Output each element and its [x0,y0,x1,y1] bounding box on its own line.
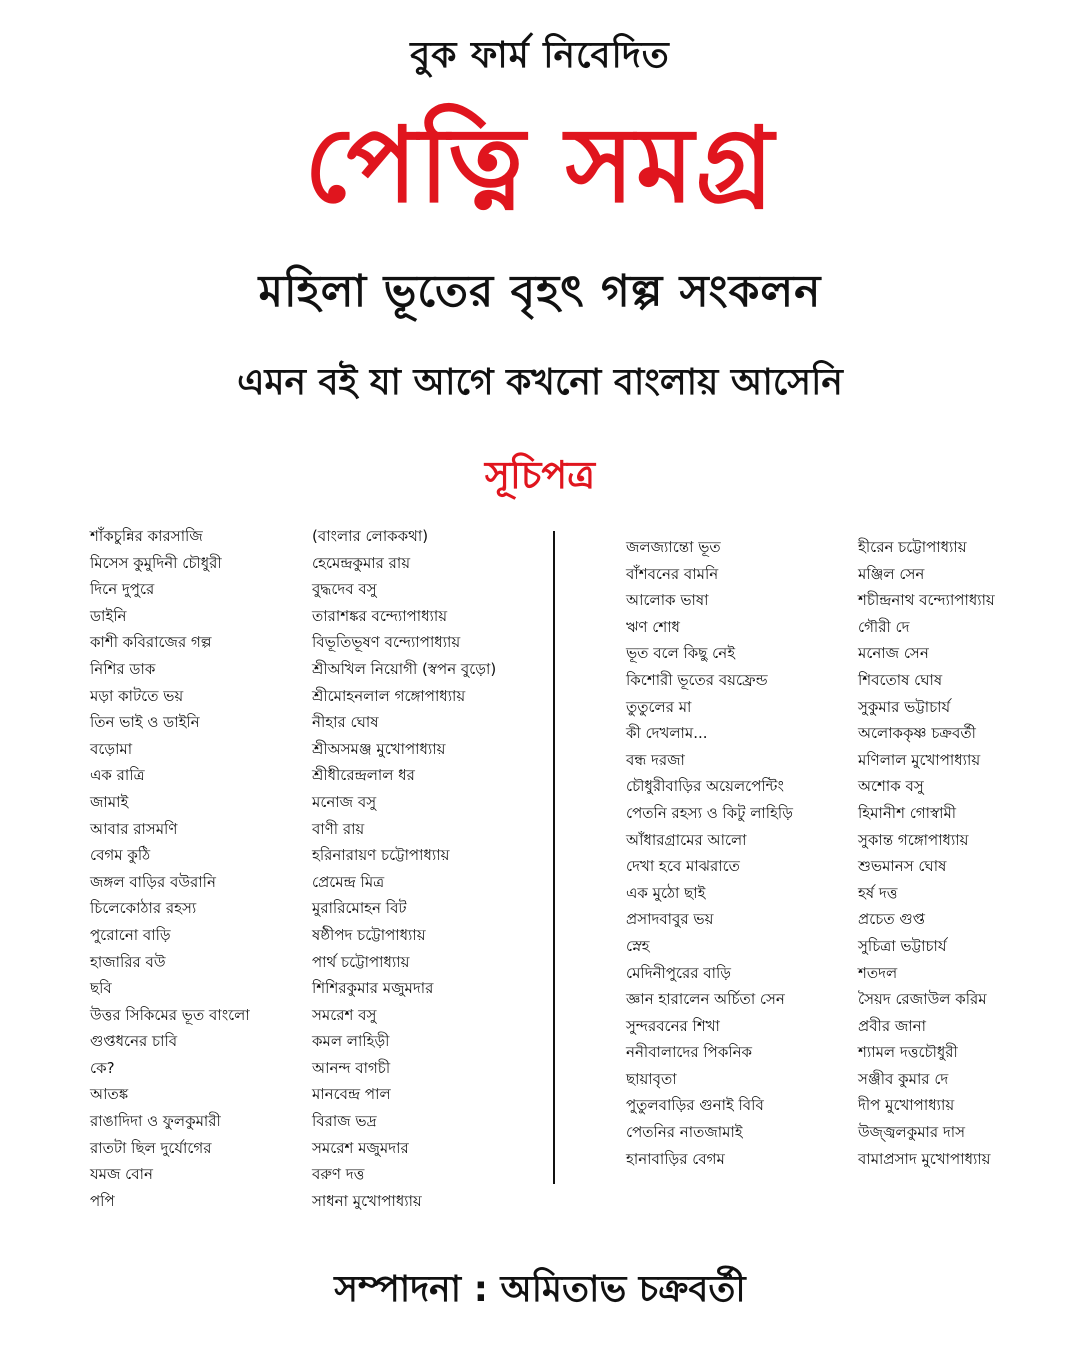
story-author: বুদ্ধদেব বসু [312,580,377,599]
story-title: ডাইনি [90,606,127,625]
story-title: পুরোনো বাড়ি [90,925,171,944]
story-author: মনোজ বসু [312,792,377,811]
book-title: পেত্নি সমগ্র [304,104,776,226]
story-title: ভূত বলে কিছু নেই [626,644,736,663]
story-title: আতঙ্ক [90,1085,129,1104]
story-title: ছবি [90,979,112,998]
story-title: এক মুঠো ছাই [626,883,706,902]
toc-left-authors [312,523,496,1214]
story-title: যমজ বোন [90,1165,153,1184]
story-author: শ্রীধীরেন্দ্রলাল ধর [312,766,415,785]
story-author: মুরারিমোহন বিট [312,899,407,918]
toc-right-authors [858,534,995,1172]
book-subtitle: মহিলা ভূতের বৃহৎ গল্প সংকলন [258,266,822,317]
story-title: হানাবাড়ির বেগম [626,1149,725,1168]
story-title: নিশির ডাক [90,659,156,678]
story-author: বিভূতিভূষণ বন্দ্যোপাধ্যায় [312,633,461,652]
story-author: শচীন্দ্রনাথ বন্দ্যোপাধ্যায় [858,591,995,610]
story-author: সুচিত্রা ভট্টাচার্য [858,936,947,955]
story-title: হাজারির বউ [90,952,166,971]
story-title: মিসেস কুমুদিনী চৌধুরী [90,553,222,572]
story-author: মঞ্জিল সেন [858,564,925,583]
story-title: স্নেহ [626,936,650,955]
story-author: সমরেশ মজুমদার [312,1138,409,1157]
toc-right-titles [626,534,793,1172]
story-title: ছায়াবৃতা [626,1069,677,1088]
story-author: হিমানীশ গোস্বামী [858,803,957,822]
tagline: এমন বই যা আগে কখনো বাংলায় আসেনি [237,362,843,403]
story-author: অশোক বসু [858,777,924,796]
story-title: বাঁশবনের বামনি [626,564,719,583]
story-author: দীপ মুখোপাধ্যায় [858,1096,955,1115]
story-title: জামাই [90,792,129,811]
story-author: বিরাজ ভদ্র [312,1112,377,1131]
story-author: বাণী রায় [312,819,365,838]
story-title: আবার রাসমণি [90,819,178,838]
story-title: কে? [90,1058,115,1077]
story-author: ষষ্ঠীপদ চট্টোপাধ্যায় [312,925,426,944]
editor-line: সম্পাদনা : অমিতাভ চক্রবর্তী [334,1269,746,1310]
story-title: বেগম কুঠি [90,846,151,865]
story-author: সুকুমার ভট্টাচার্য [858,697,951,716]
story-title: ননীবালাদের পিকনিক [626,1043,753,1062]
story-author: কমল লাহিড়ী [312,1032,390,1051]
story-title: সুন্দরবনের শিখা [626,1016,720,1035]
story-author: আনন্দ বাগচী [312,1058,391,1077]
story-title: এক রাত্রি [90,766,145,785]
story-title: জঙ্গল বাড়ির বউরানি [90,872,216,891]
story-title: উত্তর সিকিমের ভূত বাংলো [90,1005,250,1024]
story-title: প্রসাদবাবুর ভয় [626,910,714,929]
story-title: পেতনির নাতজামাই [626,1123,743,1142]
story-author: হীরেন চট্টোপাধ্যায় [858,538,967,556]
story-title: কী দেখলাম... [626,724,708,743]
story-author: উজ্জ্বলকুমার দাস [858,1123,966,1142]
story-title: মড়া কাটতে ভয় [90,686,184,705]
story-title: আঁধারগ্রামের আলো [626,830,747,849]
story-author: সৈয়দ রেজাউল করিম [858,990,987,1009]
story-title: দিনে দুপুরে [90,580,155,599]
story-author: তারাশঙ্কর বন্দ্যোপাধ্যায় [312,606,448,625]
story-author: প্রবীর জানা [858,1016,926,1035]
story-author: নীহার ঘোষ [312,713,379,732]
story-author: শ্রীমোহনলাল গঙ্গোপাধ্যায় [312,686,466,705]
story-author: মানবেন্দ্র পাল [312,1085,391,1104]
story-author: শতদল [858,963,898,982]
story-title: জ্ঞান হারালেন অর্চিতা সেন [626,990,785,1009]
story-author: সুকান্ত গঙ্গোপাধ্যায় [858,830,969,849]
story-title: চৌধুরীবাড়ির অয়েলপেন্টিং [626,777,784,796]
story-title: রাতটা ছিল দুর্যোগের [90,1138,212,1157]
story-title: মেদিনীপুরের বাড়ি [626,963,732,982]
story-title: শাঁকচুন্নির কারসাজি [90,527,203,545]
story-author: হর্ষ দত্ত [858,883,898,902]
story-author: হরিনারায়ণ চট্টোপাধ্যায় [312,846,450,865]
story-author: সমরেশ বসু [312,1005,377,1024]
story-title: পুতুলবাড়ির গুনাই বিবি [626,1096,764,1115]
story-author: শিশিরকুমার মজুমদার [312,979,434,998]
toc-left-titles [90,523,250,1214]
story-author: শুভমানস ঘোষ [858,857,947,876]
story-author: অলোককৃষ্ণ চক্রবর্তী [858,724,976,743]
story-author: সাধনা মুখোপাধ্যায় [312,1191,422,1210]
story-title: পপি [90,1191,115,1210]
story-author: শ্রীঅসমঞ্জ মুখোপাধ্যায় [312,739,446,758]
story-title: কাশী কবিরাজের গল্প [90,633,212,652]
story-author: সঞ্জীব কুমার দে [858,1069,949,1088]
story-author: গৌরী দে [858,617,910,636]
publisher-line: বুক ফার্ম নিবেদিত [410,35,670,76]
story-title: ঋণ শোধ [626,617,680,636]
story-title: জলজ্যান্তো ভূত [626,538,721,556]
story-title: গুপ্তধনের চাবি [90,1032,178,1051]
toc-heading: সূচিপত্র [484,453,596,497]
story-title: বড়োমা [90,739,133,758]
column-divider [553,531,555,1184]
story-author: প্রচেত গুপ্ত [858,910,925,929]
story-author: পার্থ চট্টোপাধ্যায় [312,952,410,971]
story-author: মণিলাল মুখোপাধ্যায় [858,750,981,769]
story-author: প্রেমেন্দ্র মিত্র [312,872,385,891]
story-author: বামাপ্রসাদ মুখোপাধ্যায় [858,1149,991,1168]
story-title: পেতনি রহস্য ও কিটু লাহিড়ি [626,803,793,822]
story-title: রাঙাদিদা ও ফুলকুমারী [90,1112,221,1131]
story-author: হেমেন্দ্রকুমার রায় [312,553,411,572]
story-title: চিলেকোঠার রহস্য [90,899,197,918]
story-author: (বাংলার লোককথা) [312,527,429,545]
story-title: আলোক ভাষা [626,591,709,610]
story-title: দেখা হবে মাঝরাতে [626,857,740,876]
story-author: মনোজ সেন [858,644,929,663]
story-title: তিন ভাই ও ডাইনি [90,713,200,732]
story-author: শ্যামল দত্তচৌধুরী [858,1043,958,1062]
story-author: শিবতোষ ঘোষ [858,670,943,689]
story-author: শ্রীঅখিল নিয়োগী (স্বপন বুড়ো) [312,659,497,678]
story-title: কিশোরী ভূতের বয়ফ্রেন্ড [626,670,768,689]
story-title: তুতুলের মা [626,697,692,716]
story-author: বরুণ দত্ত [312,1165,365,1184]
story-title: বন্ধ দরজা [626,750,685,769]
